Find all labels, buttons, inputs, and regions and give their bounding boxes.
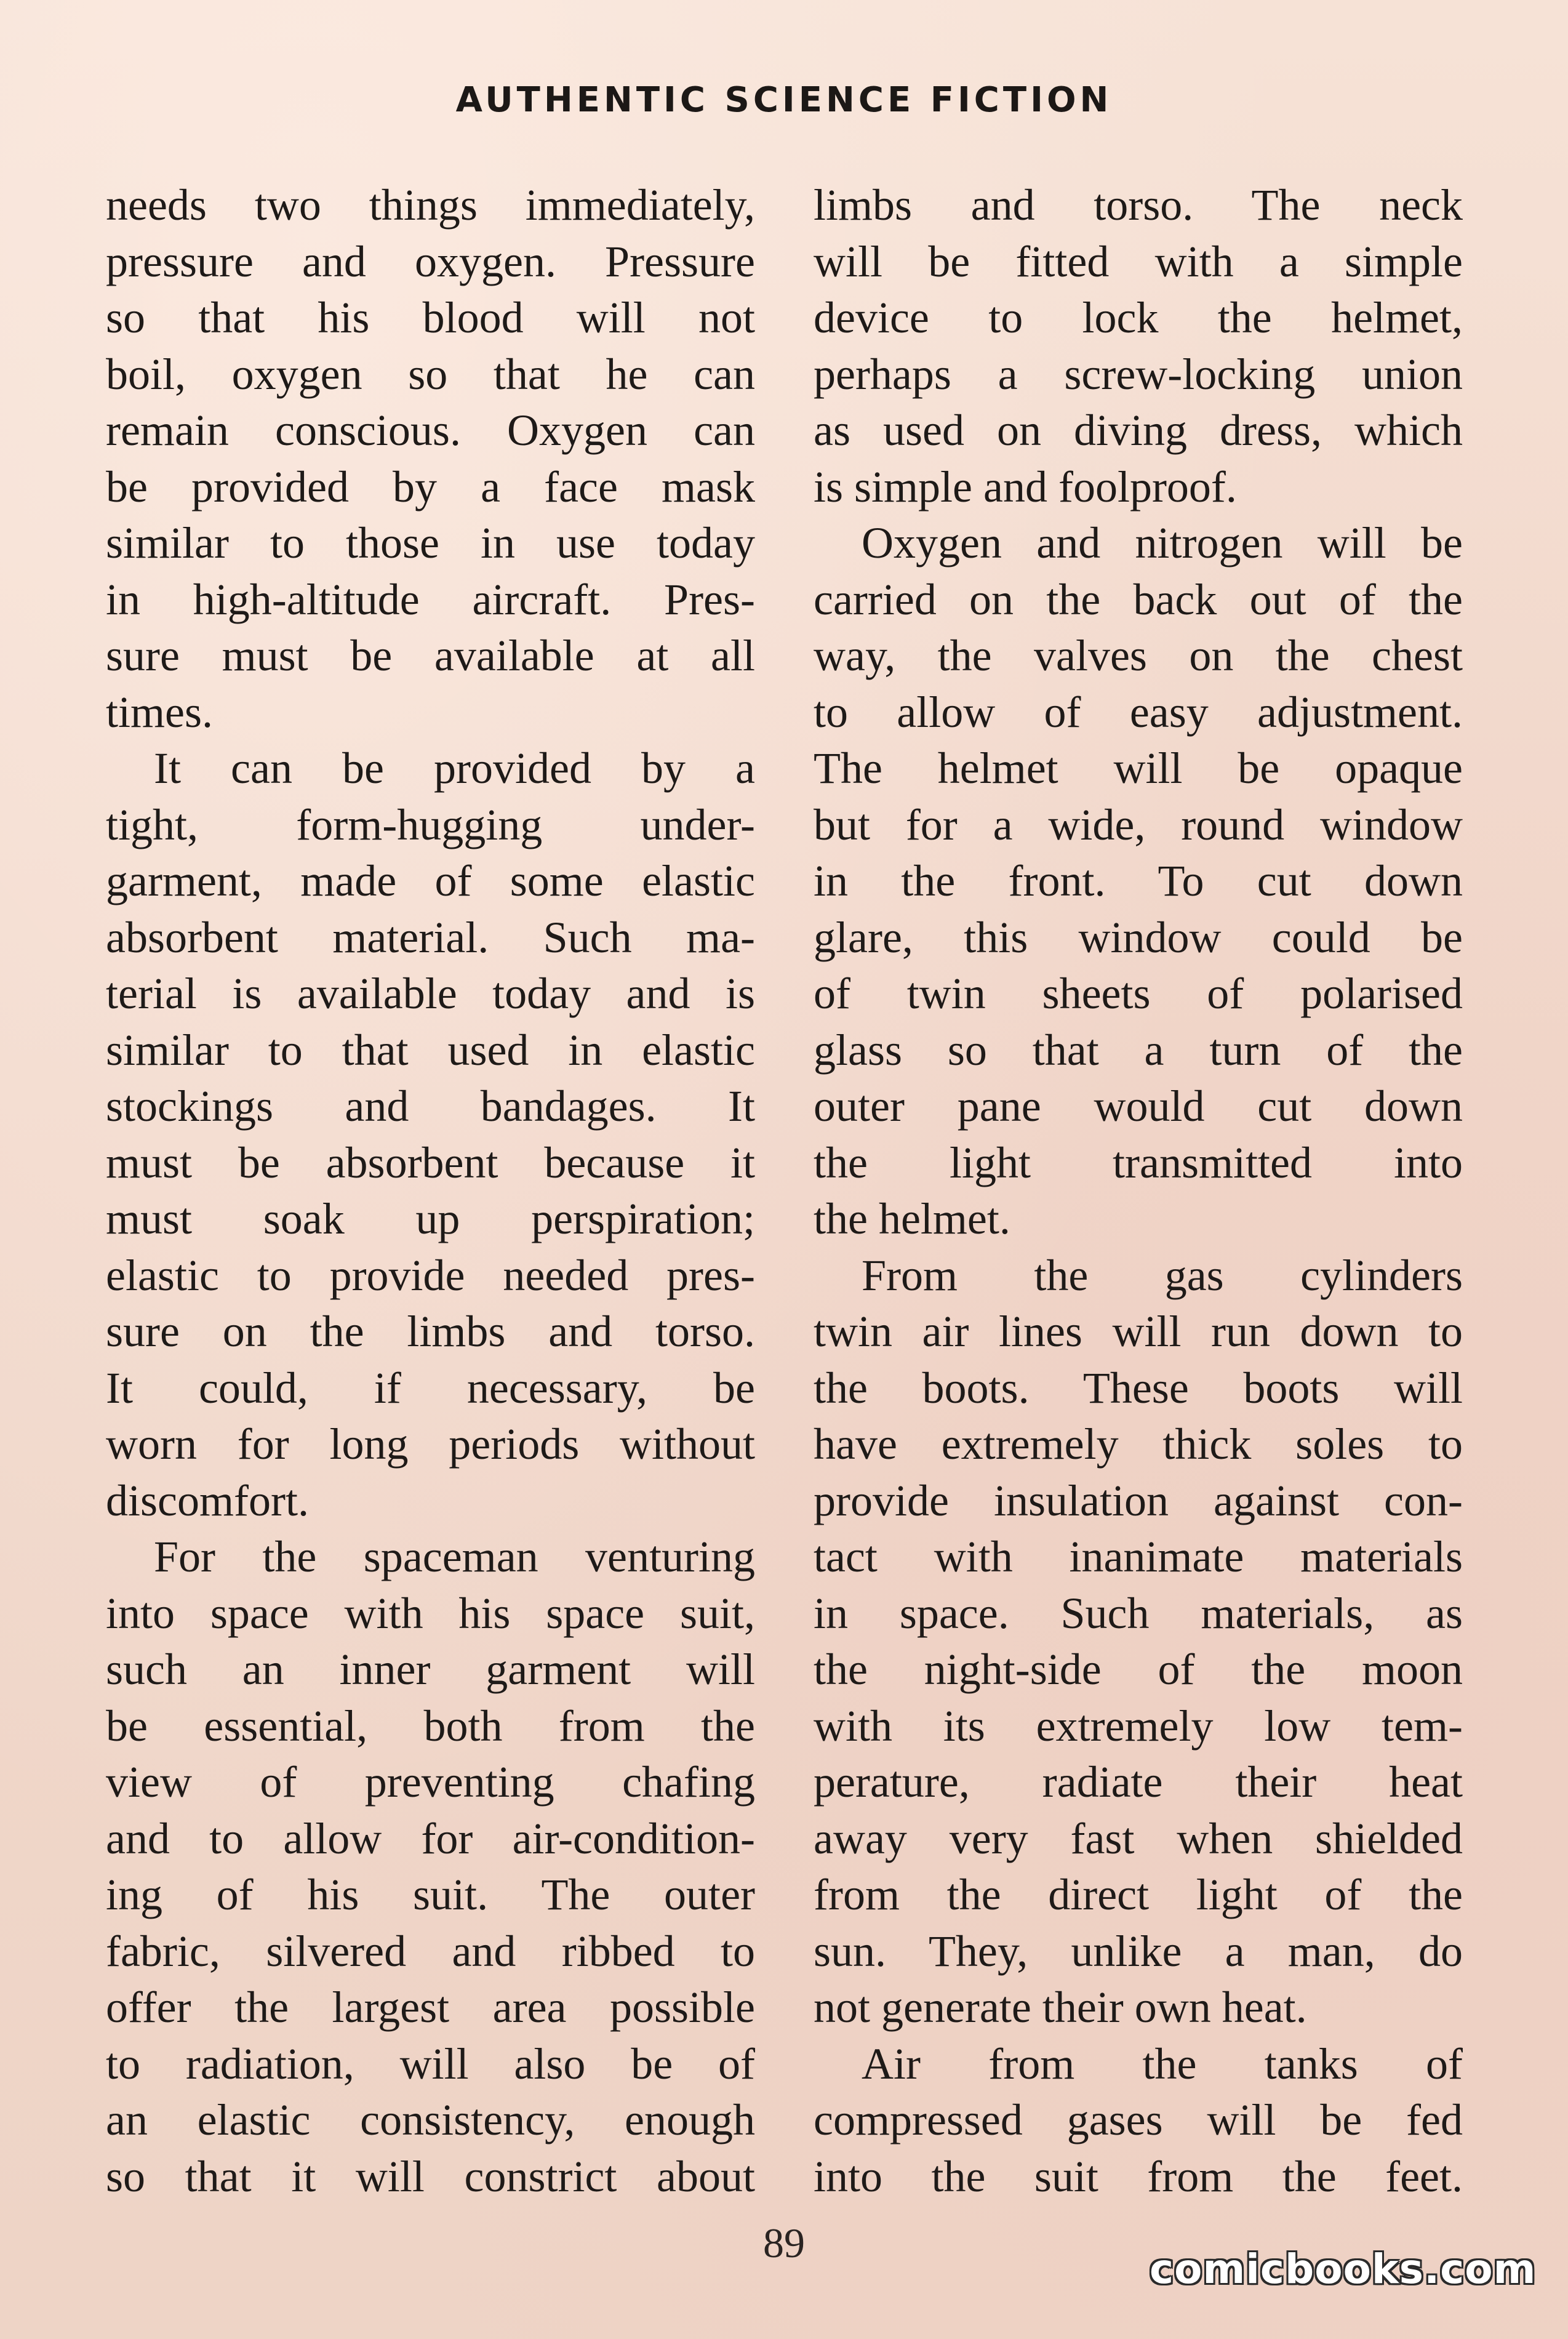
text-line: the helmet. [814,1194,1010,1243]
text-line: needs two things immediately, [106,180,755,230]
text-line: For the spaceman venturing [154,1532,755,1581]
text-line: glare, this window could be [814,912,1463,962]
text-line: ing of his suit. The outer [106,1870,755,1919]
text-line: provide insulation against con- [814,1475,1463,1525]
text-line: an elastic consistency, enough [106,2095,755,2144]
text-line: and to allow for air-condition- [106,1813,755,1863]
text-line: Oxygen and nitrogen will be [862,518,1463,568]
text-line: device to lock the helmet, [814,293,1463,342]
watermark: comicbooks.com [1150,2245,1537,2293]
text-line: similar to those in use today [106,518,755,568]
text-line: sure on the limbs and torso. [106,1307,755,1356]
right-column [814,177,1463,2205]
text-line: the light transmitted into [814,1137,1463,1187]
text-line: into the suit from the feet. [814,2151,1463,2201]
text-line: in the front. To cut down [814,856,1463,905]
text-line: as used on diving dress, which [814,406,1463,455]
text-line: similar to that used in elastic [106,1025,755,1075]
text-line: pressure and oxygen. Pressure [106,236,755,286]
text-line: sure must be available at all [106,631,755,680]
text-line: limbs and torso. The neck [814,180,1463,230]
text-line: compressed gases will be fed [814,2095,1463,2144]
text-line: be provided by a face mask [106,462,755,512]
text-line: from the direct light of the [814,1870,1463,1919]
text-line: fabric, silvered and ribbed to [106,1926,755,1976]
text-line: will be fitted with a simple [814,236,1463,286]
text-line: the night-side of the moon [814,1645,1463,1694]
text-line: such an inner garment will [106,1645,755,1694]
text-line: into space with his space suit, [106,1588,755,1638]
text-line: elastic to provide needed pres- [106,1250,755,1300]
text-line: is simple and foolproof. [814,462,1237,512]
text-line: perature, radiate their heat [814,1757,1463,1807]
left-column [106,177,755,2205]
text-line: way, the valves on the chest [814,631,1463,680]
text-line: worn for long periods without [106,1419,755,1469]
text-line: From the gas cylinders [862,1250,1463,1300]
text-line: of twin sheets of polarised [814,969,1463,1018]
text-line: be essential, both from the [106,1701,755,1751]
text-line: twin air lines will run down to [814,1307,1463,1356]
text-line: stockings and bandages. It [106,1081,755,1131]
page-number: 89 [763,2220,805,2266]
text-line: carried on the back out of the [814,574,1463,624]
text-line: but for a wide, round window [814,800,1463,849]
text-line: not generate their own heat. [814,1983,1307,2032]
text-line: outer pane would cut down [814,1081,1463,1131]
text-line: in high-altitude aircraft. Pres- [106,574,755,624]
text-line: terial is available today and is [106,969,755,1018]
text-line: boil, oxygen so that he can [106,349,755,399]
text-line: sun. They, unlike a man, do [814,1926,1463,1976]
text-line: to allow of easy adjustment. [814,687,1463,737]
text-line: the boots. These boots will [814,1363,1463,1413]
text-line: It can be provided by a [154,744,755,793]
text-line: so that his blood will not [106,293,755,342]
text-line: The helmet will be opaque [814,744,1463,793]
text-line: tact with inanimate materials [814,1532,1463,1581]
text-line: so that it will constrict about [106,2151,755,2201]
text-line: tight, form-hugging under- [106,800,755,849]
text-line: view of preventing chafing [106,1757,755,1807]
text-line: times. [106,687,213,737]
text-line: have extremely thick soles to [814,1419,1463,1469]
text-line: must soak up perspiration; [106,1194,755,1243]
text-line: absorbent material. Such ma- [106,912,755,962]
text-line: with its extremely low tem- [814,1701,1463,1751]
text-line: remain conscious. Oxygen can [106,406,755,455]
text-line: offer the largest area possible [106,1983,755,2032]
text-line: to radiation, will also be of [106,2039,755,2088]
text-line: garment, made of some elastic [106,856,755,905]
text-line: away very fast when shielded [814,1813,1463,1863]
text-line: discomfort. [106,1475,309,1525]
text-line: glass so that a turn of the [814,1025,1463,1075]
text-line: It could, if necessary, be [106,1363,755,1413]
running-head: AUTHENTIC SCIENCE FICTION [455,80,1113,120]
text-line: must be absorbent because it [106,1137,755,1187]
text-line: in space. Such materials, as [814,1588,1463,1638]
text-line: Air from the tanks of [862,2039,1463,2088]
text-line: perhaps a screw-locking union [814,349,1463,399]
